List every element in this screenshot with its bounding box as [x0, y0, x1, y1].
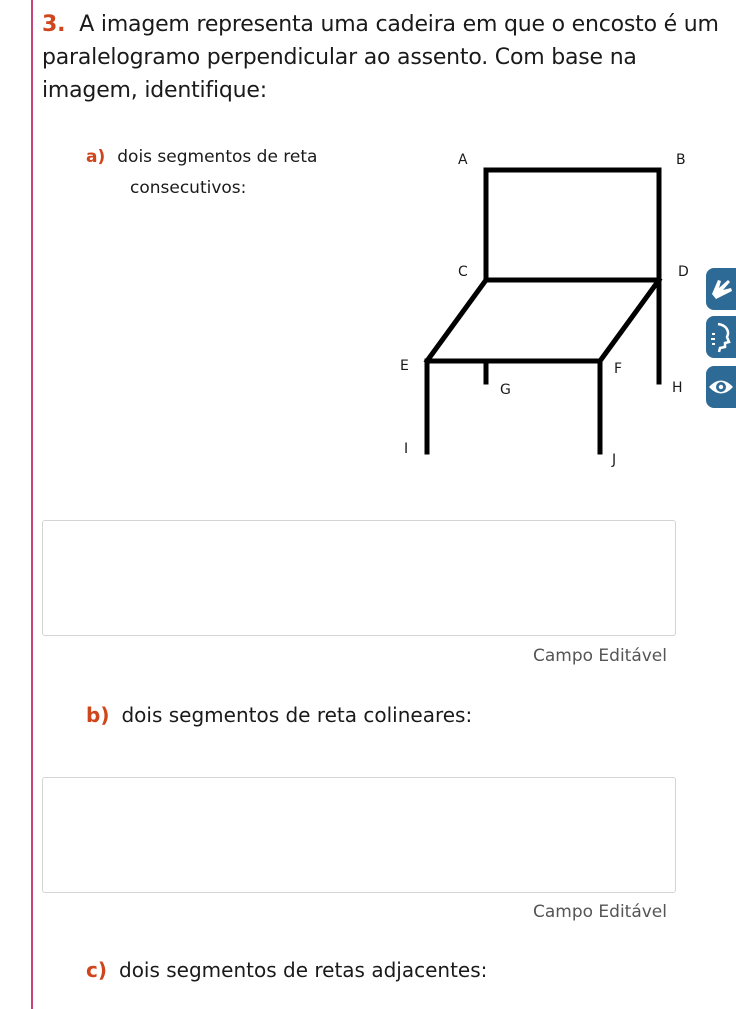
label-I: I	[404, 441, 409, 457]
label-G: G	[500, 382, 511, 398]
speaker-voice-icon	[706, 316, 736, 358]
part-b	[86, 703, 472, 727]
part-b-text: dois segmentos de reta colineares:	[121, 703, 473, 727]
part-a-line1: dois segmentos de reta	[117, 147, 318, 167]
answer-field-b-caption: Campo Editável	[532, 902, 667, 922]
question-number: 3.	[42, 12, 66, 37]
answer-field-a[interactable]	[42, 520, 676, 636]
question-statement	[42, 8, 722, 107]
part-c-text: dois segmentos de retas adjacentes:	[119, 958, 488, 982]
segment-DF	[600, 280, 659, 361]
eye-button[interactable]	[706, 366, 736, 408]
part-a	[86, 142, 317, 204]
eye-icon	[706, 366, 736, 408]
part-a-letter: a)	[86, 147, 106, 167]
label-C: C	[458, 264, 468, 280]
label-B: B	[676, 152, 686, 168]
label-F: F	[614, 361, 623, 377]
answer-field-b[interactable]	[42, 777, 676, 893]
part-c-letter: c)	[86, 958, 107, 982]
label-D: D	[678, 264, 689, 280]
chair-figure	[380, 140, 700, 470]
part-c	[86, 958, 487, 982]
part-b-letter: b)	[86, 703, 110, 727]
question-text: A imagem representa uma cadeira em que o encosto é um paralelogramo perpendicular ao assento. Com base na imagem, identifique:	[42, 12, 719, 103]
segment-CE	[427, 280, 486, 361]
part-a-line2: consecutivos:	[130, 178, 247, 198]
label-J: J	[612, 452, 617, 468]
answer-field-a-caption: Campo Editável	[532, 646, 667, 666]
sign-language-button[interactable]	[706, 268, 736, 310]
label-A: A	[458, 152, 468, 168]
label-H: H	[672, 380, 683, 396]
sign-language-icon	[706, 268, 736, 310]
speaker-voice-button[interactable]	[706, 316, 736, 358]
margin-line	[31, 0, 33, 1009]
label-E: E	[400, 358, 409, 374]
